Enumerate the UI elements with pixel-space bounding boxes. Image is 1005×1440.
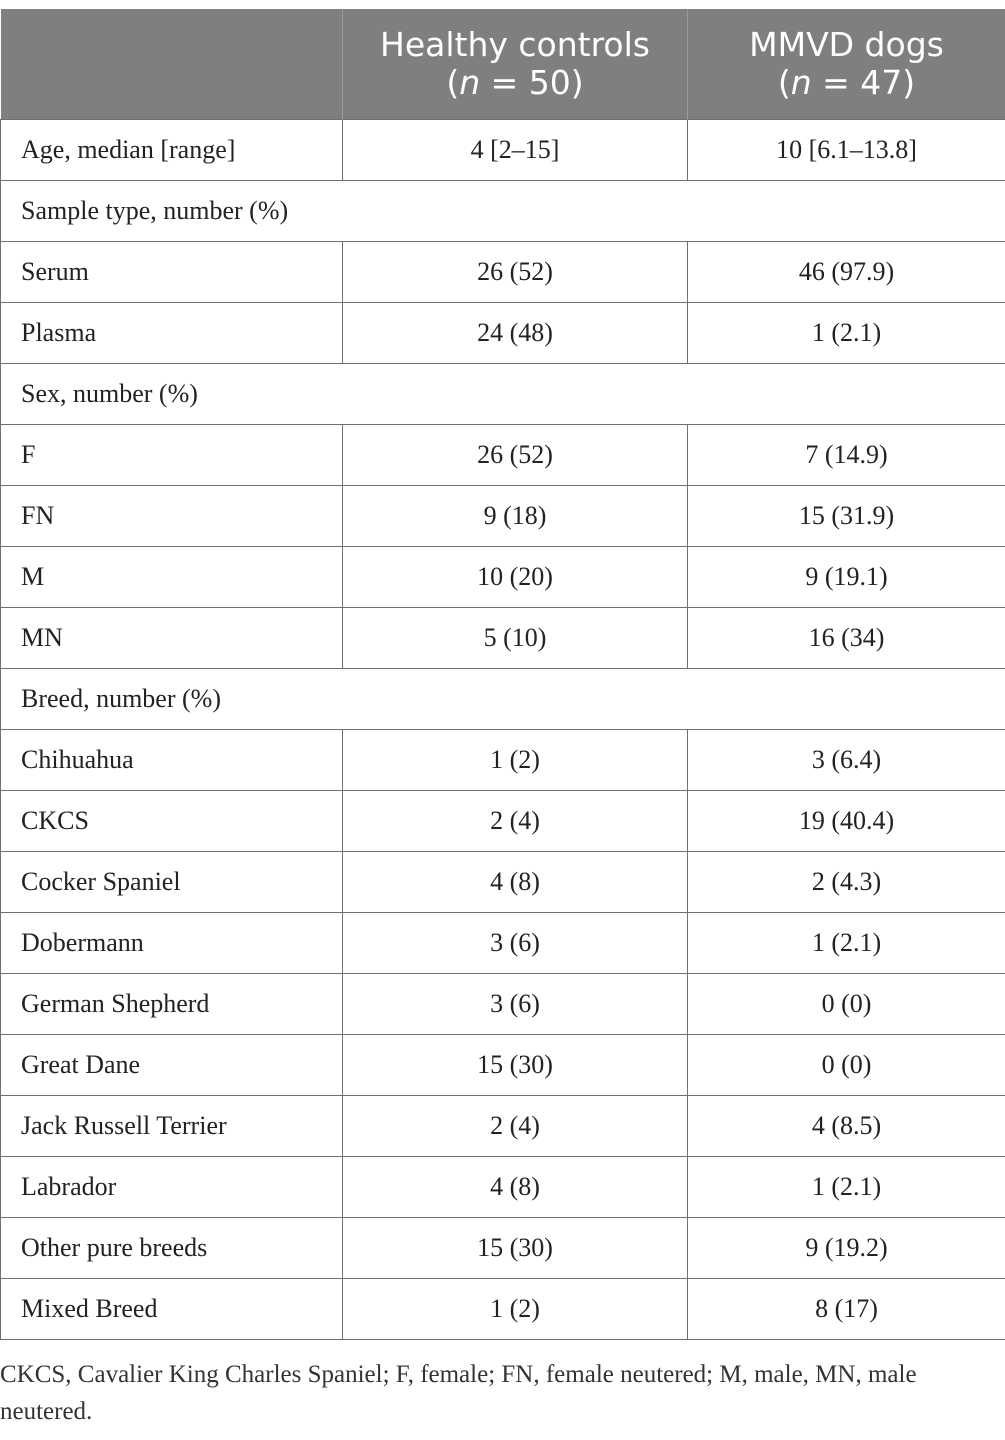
- table-row: [1, 303, 1005, 364]
- table-row: [1, 1096, 1005, 1157]
- header-healthy-count-n: n: [459, 63, 481, 102]
- header-row: [1, 9, 1005, 120]
- healthy-controls-value: 4 [2–15]: [343, 120, 688, 181]
- healthy-controls-value: 2 (4): [343, 791, 688, 852]
- row-label: Labrador: [1, 1157, 343, 1218]
- table-row: [1, 120, 1005, 181]
- healthy-controls-value: 10 (20): [343, 547, 688, 608]
- table-row: [1, 1279, 1005, 1340]
- healthy-controls-value: 1 (2): [343, 1279, 688, 1340]
- header-mmvd-count-prefix: (: [777, 63, 791, 102]
- section-label: Sex, number (%): [1, 364, 1005, 425]
- characteristics-table: [0, 9, 1005, 1340]
- healthy-controls-value: 2 (4): [343, 1096, 688, 1157]
- healthy-controls-value: 3 (6): [343, 913, 688, 974]
- row-label: Age, median [range]: [1, 120, 343, 181]
- mmvd-dogs-value: 1 (2.1): [688, 303, 1005, 364]
- mmvd-dogs-value: 1 (2.1): [688, 913, 1005, 974]
- row-label: M: [1, 547, 343, 608]
- mmvd-dogs-value: 9 (19.2): [688, 1218, 1005, 1279]
- mmvd-dogs-value: 0 (0): [688, 1035, 1005, 1096]
- mmvd-dogs-value: 15 (31.9): [688, 486, 1005, 547]
- row-label: German Shepherd: [1, 974, 343, 1035]
- healthy-controls-value: 26 (52): [343, 242, 688, 303]
- section-label: Sample type, number (%): [1, 181, 1005, 242]
- table-row: [1, 913, 1005, 974]
- row-label: F: [1, 425, 343, 486]
- header-healthy-name: Healthy controls: [380, 25, 650, 64]
- header-corner-cell: [1, 9, 343, 120]
- table-footnote: CKCS, Cavalier King Charles Spaniel; F, female; FN, female neutered; M, male, MN, male neutered.: [0, 1361, 917, 1425]
- row-label: Plasma: [1, 303, 343, 364]
- row-label: Cocker Spaniel: [1, 852, 343, 913]
- header-healthy-controls: [343, 9, 688, 120]
- healthy-controls-value: 4 (8): [343, 1157, 688, 1218]
- healthy-controls-value: 15 (30): [343, 1035, 688, 1096]
- healthy-controls-value: 9 (18): [343, 486, 688, 547]
- mmvd-dogs-value: 7 (14.9): [688, 425, 1005, 486]
- table-row: [1, 486, 1005, 547]
- table-row: [1, 1157, 1005, 1218]
- header-mmvd-count-n: n: [790, 63, 812, 102]
- row-label: Great Dane: [1, 1035, 343, 1096]
- row-label: Serum: [1, 242, 343, 303]
- mmvd-dogs-value: 16 (34): [688, 608, 1005, 669]
- header-healthy-count-prefix: (: [446, 63, 460, 102]
- table-row: [1, 1218, 1005, 1279]
- table-body: [1, 120, 1005, 1340]
- table-row: [1, 547, 1005, 608]
- header-healthy-count: [343, 64, 687, 102]
- table-section-row: [1, 669, 1005, 730]
- healthy-controls-value: 3 (6): [343, 974, 688, 1035]
- mmvd-dogs-value: 46 (97.9): [688, 242, 1005, 303]
- mmvd-dogs-value: 1 (2.1): [688, 1157, 1005, 1218]
- table-row: [1, 608, 1005, 669]
- table-section-row: [1, 364, 1005, 425]
- header-mmvd-count-suffix: = 47): [811, 63, 916, 102]
- mmvd-dogs-value: 19 (40.4): [688, 791, 1005, 852]
- table-header: [1, 9, 1005, 120]
- header-mmvd-count: [688, 64, 1005, 102]
- table-row: [1, 242, 1005, 303]
- header-healthy-count-suffix: = 50): [480, 63, 584, 102]
- table-row: [1, 730, 1005, 791]
- table-row: [1, 791, 1005, 852]
- healthy-controls-value: 4 (8): [343, 852, 688, 913]
- header-mmvd-dogs: [688, 9, 1005, 120]
- row-label: Jack Russell Terrier: [1, 1096, 343, 1157]
- healthy-controls-value: 1 (2): [343, 730, 688, 791]
- table-row: [1, 852, 1005, 913]
- data-table-container: [0, 9, 1005, 1340]
- row-label: Dobermann: [1, 913, 343, 974]
- section-label: Breed, number (%): [1, 669, 1005, 730]
- table-row: [1, 1035, 1005, 1096]
- healthy-controls-value: 24 (48): [343, 303, 688, 364]
- mmvd-dogs-value: 9 (19.1): [688, 547, 1005, 608]
- healthy-controls-value: 15 (30): [343, 1218, 688, 1279]
- mmvd-dogs-value: 3 (6.4): [688, 730, 1005, 791]
- row-label: CKCS: [1, 791, 343, 852]
- healthy-controls-value: 5 (10): [343, 608, 688, 669]
- mmvd-dogs-value: 0 (0): [688, 974, 1005, 1035]
- row-label: FN: [1, 486, 343, 547]
- row-label: Chihuahua: [1, 730, 343, 791]
- row-label: Mixed Breed: [1, 1279, 343, 1340]
- table-row: [1, 974, 1005, 1035]
- table-row: [1, 425, 1005, 486]
- header-mmvd-name: MMVD dogs: [749, 25, 944, 64]
- mmvd-dogs-value: 4 (8.5): [688, 1096, 1005, 1157]
- row-label: MN: [1, 608, 343, 669]
- mmvd-dogs-value: 10 [6.1–13.8]: [688, 120, 1005, 181]
- row-label: Other pure breeds: [1, 1218, 343, 1279]
- healthy-controls-value: 26 (52): [343, 425, 688, 486]
- mmvd-dogs-value: 8 (17): [688, 1279, 1005, 1340]
- mmvd-dogs-value: 2 (4.3): [688, 852, 1005, 913]
- table-section-row: [1, 181, 1005, 242]
